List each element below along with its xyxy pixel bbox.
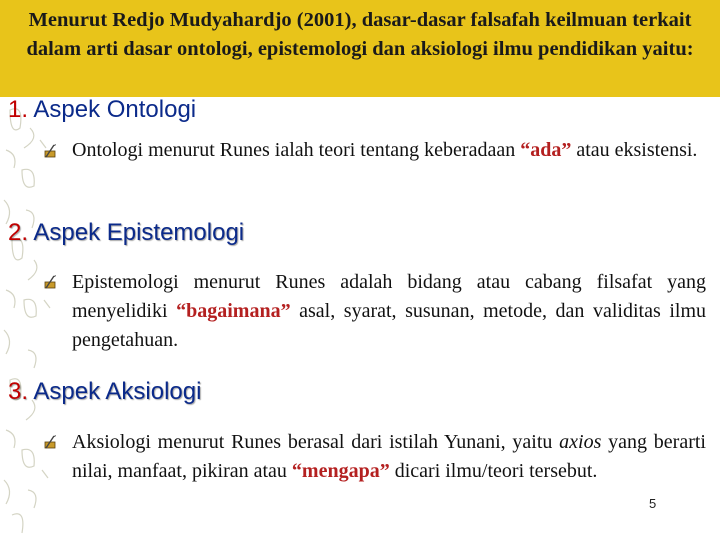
section-number: 1. <box>8 96 29 123</box>
paragraph-aksiologi <box>72 428 706 486</box>
section-heading-ontologi <box>8 96 196 124</box>
section-number: 2. <box>8 219 29 246</box>
page-number: 5 <box>649 496 657 511</box>
paragraph-epistemologi <box>72 268 706 355</box>
text-segment: dicari ilmu/teori tersebut. <box>389 460 598 482</box>
text-segment: Ontologi menurut Runes ialah teori tentang keberadaan <box>72 139 521 161</box>
italic-axios: axios <box>559 431 602 453</box>
section-heading-aksiologi <box>8 378 201 406</box>
section-title: Aspek Epistemologi <box>33 219 245 246</box>
section-title: Aspek Aksiologi <box>33 378 202 405</box>
section-number: 3. <box>8 378 29 405</box>
text-segment: atau eksistensi. <box>571 139 698 161</box>
book-pen-bullet-icon <box>43 143 57 159</box>
emphasis-bagaimana: “bagaimana” <box>176 300 291 322</box>
emphasis-ada: “ada” <box>520 139 572 161</box>
text-segment: Aksiologi menurut Runes berasal dari istilah Yunani, yaitu <box>72 431 560 453</box>
book-pen-bullet-icon <box>43 434 57 450</box>
section-title: Aspek Ontologi <box>33 96 197 123</box>
text-segment: asal, syarat, susunan, metode, dan validitas ilmu pengetahuan. <box>72 300 706 351</box>
book-pen-bullet-icon <box>43 274 57 290</box>
header-band <box>0 0 720 97</box>
emphasis-mengapa: “mengapa” <box>291 460 390 482</box>
section-heading-epistemologi <box>8 219 244 247</box>
text-segment: yang berarti nilai, manfaat, pikiran atau <box>72 431 706 482</box>
paragraph-ontologi <box>72 136 706 165</box>
slide-title: Menurut Redjo Mudyahardjo (2001), dasar-dasar falsafah keilmuan terkait dalam arti dasar ontologi, epistemologi dan aksiologi ilmu pendidikan yaitu: <box>26 9 694 60</box>
text-segment: Epistemologi menurut Runes adalah bidang atau cabang filsafat yang menyelidiki <box>72 271 706 322</box>
